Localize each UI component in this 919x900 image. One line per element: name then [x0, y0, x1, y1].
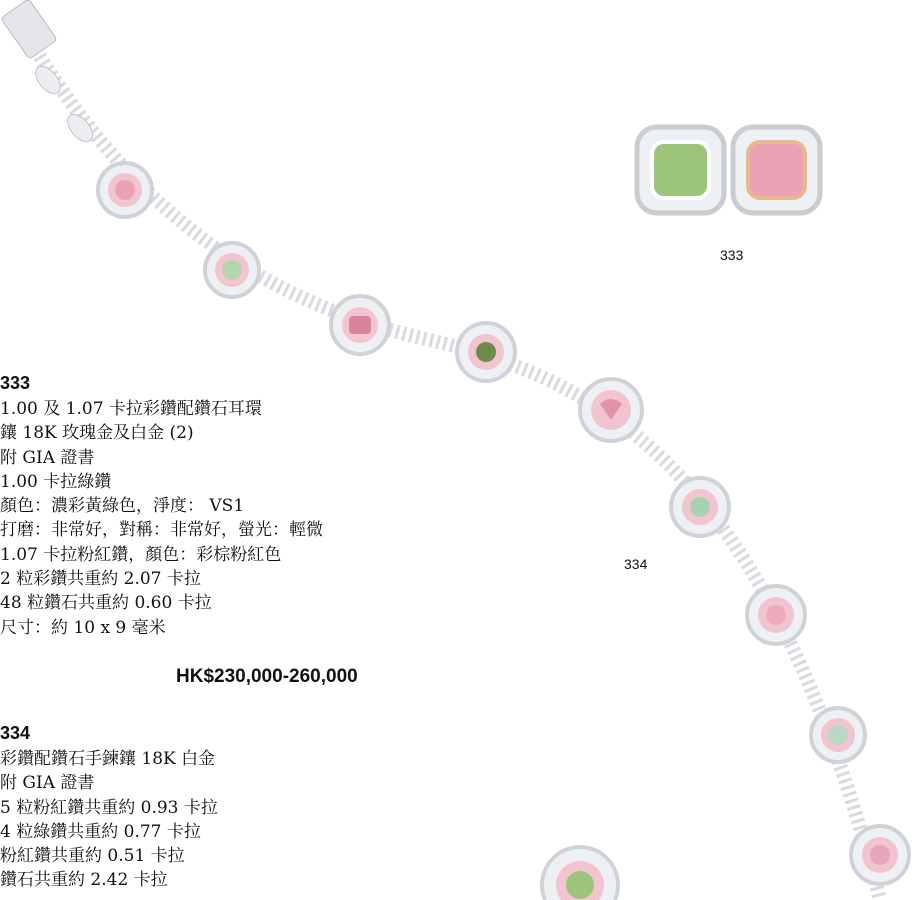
- lot-334-line: 5 粒粉紅鑽共重約 0.93 卡拉: [0, 797, 218, 818]
- bracelet-clasp: [542, 847, 618, 900]
- caption-334: 334: [624, 556, 648, 572]
- lot-334-number: 334: [0, 723, 31, 743]
- lot-334-line: 附 GIA 證書: [0, 773, 95, 794]
- lot-333-number: 333: [0, 373, 31, 393]
- lot-333-line: 附 GIA 證書: [0, 447, 95, 468]
- lot-333-line: 打磨：非常好，對稱：非常好，螢光：輕微: [0, 520, 323, 541]
- lot-333-line: 1.00 卡拉綠鑽: [0, 471, 112, 492]
- bracelet-station: [98, 163, 152, 217]
- lot-333-line: 鑲 18K 玫瑰金及白金 (2): [0, 423, 194, 444]
- bracelet-station: [851, 826, 909, 884]
- lot-333-description: [0, 397, 323, 640]
- earrings-image: [637, 127, 820, 213]
- lot-334-line: 鑽石共重約 2.42 卡拉: [0, 870, 168, 891]
- lot-333-line: 48 粒鑽石共重約 0.60 卡拉: [0, 593, 212, 614]
- bracelet-station: [811, 708, 865, 762]
- bracelet-station: [747, 586, 805, 644]
- lot-333-line: 1.00 及 1.07 卡拉彩鑽配鑽石耳環: [0, 399, 262, 419]
- lot-334-line: 粉紅鑽共重約 0.51 卡拉: [0, 846, 185, 867]
- bracelet-station: [457, 323, 515, 381]
- bracelet-station: [671, 478, 729, 536]
- lot-334-description: [0, 747, 218, 893]
- lot-333-line: 顏色：濃彩黃綠色，淨度： VS1: [0, 496, 245, 517]
- lot-334-line: 4 粒綠鑽共重約 0.77 卡拉: [0, 821, 201, 842]
- bracelet-station: [331, 296, 389, 354]
- lot-333-line: 尺寸：約 10 x 9 毫米: [0, 617, 166, 638]
- lot-333-line: 1.07 卡拉粉紅鑽，顏色：彩棕粉紅色: [0, 544, 282, 565]
- lot-334-line: 彩鑽配鑽石手鍊鑲 18K 白金: [0, 749, 216, 769]
- lot-333-line: 2 粒彩鑽共重約 2.07 卡拉: [0, 569, 201, 590]
- caption-333: 333: [720, 247, 744, 263]
- bracelet-station: [580, 379, 642, 441]
- bracelet-station: [205, 243, 259, 297]
- lot-333-estimate: HK$230,000-260,000: [176, 666, 358, 687]
